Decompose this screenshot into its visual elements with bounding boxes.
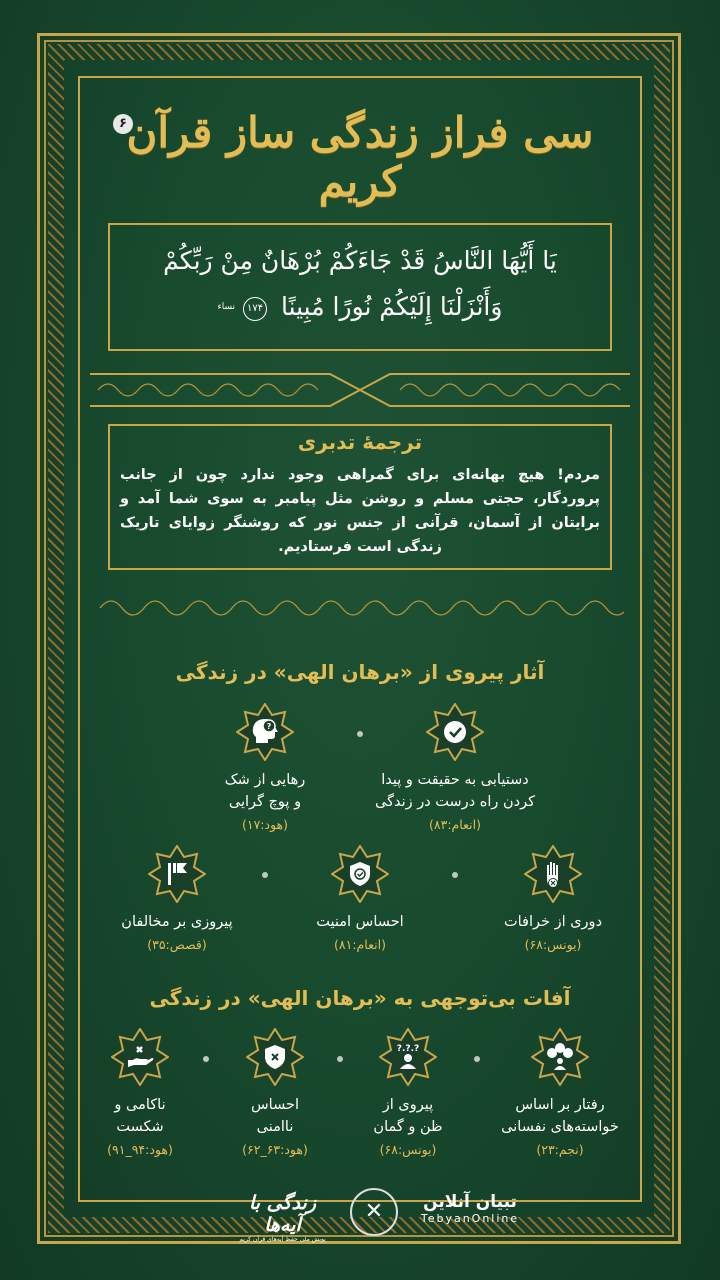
separator-dot xyxy=(357,731,363,737)
label-line-1: ناکامی و xyxy=(114,1097,166,1113)
item-reference: (انعام:۸۳) xyxy=(429,817,481,832)
separator-dot xyxy=(452,872,458,878)
label-line-1: رهایی از شک xyxy=(224,772,306,788)
footer-logos xyxy=(230,1188,530,1243)
item-reference: (نجم:۲۳) xyxy=(536,1142,584,1157)
verse-line-2-text: وَأَنْزَلْنَا إِلَيْكُمْ نُورًا مُبِينًا xyxy=(280,292,503,321)
zendegi-logo-title: زندگی با آیه‌ها xyxy=(248,1192,316,1236)
star-frame xyxy=(524,845,582,903)
zendegi-ba-ayeha-logo xyxy=(230,1192,335,1243)
quran-emblem-icon: ✕ xyxy=(350,1188,398,1236)
star-frame xyxy=(111,1028,169,1086)
harm-item-1 xyxy=(475,1028,645,1160)
item-label: دوری از خرافات xyxy=(503,914,603,930)
shield-x-icon xyxy=(246,1028,304,1086)
shield-check-icon xyxy=(331,845,389,903)
label-line-2: ظن و گمان xyxy=(373,1119,443,1135)
label-line-2: شکست xyxy=(116,1119,164,1135)
item-label xyxy=(475,1094,645,1138)
label-line-2: ناامنی xyxy=(256,1119,294,1135)
label-line-1: پیروی از xyxy=(382,1097,434,1113)
translation-text: مردم! هیچ بهانه‌ای برای گمراهی وجود ندارد چون از جانب پروردگار، حجتی مسلم و روشن مثل پیامبر به سوی شما آمد و برایتان از آسمان، قرآنی از جنس نور که روشنگر زوایای تاریک زندگی است فرستادیم. xyxy=(120,467,600,555)
label-line-2: و پوچ گرایی xyxy=(228,794,302,810)
benefit-item-5 xyxy=(92,845,262,955)
star-frame xyxy=(331,845,389,903)
item-label xyxy=(55,1094,225,1138)
hand-stop-icon xyxy=(524,845,582,903)
ayah-number-icon: ۱۷۴ xyxy=(243,297,267,321)
star-frame xyxy=(426,703,484,761)
label-line-1: رفتار بر اساس xyxy=(515,1097,605,1113)
zendegi-logo-subtitle: پویش ملی حفظ آیه‌های قرآن کریم xyxy=(239,1236,326,1243)
item-label xyxy=(180,769,350,813)
item-label xyxy=(370,769,540,813)
hand-x-icon xyxy=(111,1028,169,1086)
label-line-2: خواسته‌های نفسانی xyxy=(501,1119,619,1135)
item-reference: (یونس:۶۸) xyxy=(379,1142,437,1157)
item-label: پیروزی بر مخالفان xyxy=(121,914,233,930)
label-line-1: دستیابی به حقیقت و پیدا xyxy=(381,772,529,788)
quran-verse xyxy=(108,238,612,330)
item-reference: (یونس:۶۸) xyxy=(524,937,582,952)
series-number-badge: ۶ xyxy=(113,114,133,134)
emotions-person-icon xyxy=(531,1028,589,1086)
head-question-icon xyxy=(236,703,294,761)
section1-title: آثار پیروی از «برهان الهی» در زندگی xyxy=(175,660,545,684)
star-frame xyxy=(531,1028,589,1086)
label-line-1: احساس xyxy=(250,1097,300,1113)
benefit-item-2 xyxy=(180,703,350,835)
item-reference: (قصص:۳۵) xyxy=(147,937,207,952)
person-questions-icon xyxy=(379,1028,437,1086)
tebyan-logo-fa: تبیان آنلاین xyxy=(423,1192,517,1212)
item-reference: (هود:۱۷) xyxy=(241,817,289,832)
tebyan-logo-en: TebyanOnline xyxy=(420,1212,520,1225)
label-line-2: کردن راه درست در زندگی xyxy=(374,794,536,810)
ornamental-divider xyxy=(90,368,630,412)
star-frame xyxy=(236,703,294,761)
benefit-item-4 xyxy=(275,845,445,955)
svg-text:?: ? xyxy=(266,722,272,731)
item-reference: (هود:۹۴_۹۱) xyxy=(107,1142,173,1157)
item-reference: (هود:۶۳_۶۲) xyxy=(242,1142,308,1157)
page-title: سی فراز زندگی ساز قرآن کریم xyxy=(126,108,594,206)
tebyan-logo xyxy=(410,1192,530,1225)
section2-title: آفات بی‌توجهی به «برهان الهی» در زندگی xyxy=(149,986,571,1010)
separator-dot xyxy=(262,872,268,878)
ornamental-row xyxy=(96,595,624,621)
svg-text:?.?.?: ?.?.? xyxy=(396,1044,420,1054)
translation-title: ترجمهٔ تدبری xyxy=(297,430,423,454)
surah-name: نساء xyxy=(217,302,236,312)
item-reference: (انعام:۸۱) xyxy=(334,937,386,952)
verse-line-1: يَا أَيُّهَا النَّاسُ قَدْ جَاءَكُمْ بُرْهَانٌ مِنْ رَبِّكُمْ xyxy=(163,246,557,275)
benefit-item-3 xyxy=(468,845,638,955)
harm-item-4 xyxy=(55,1028,225,1160)
flag-icon xyxy=(148,845,206,903)
benefit-item-1 xyxy=(370,703,540,835)
star-frame xyxy=(148,845,206,903)
star-frame xyxy=(379,1028,437,1086)
item-label: احساس امنیت xyxy=(316,914,404,930)
verse-line-2 xyxy=(108,284,612,330)
star-frame xyxy=(246,1028,304,1086)
check-circle-icon xyxy=(426,703,484,761)
